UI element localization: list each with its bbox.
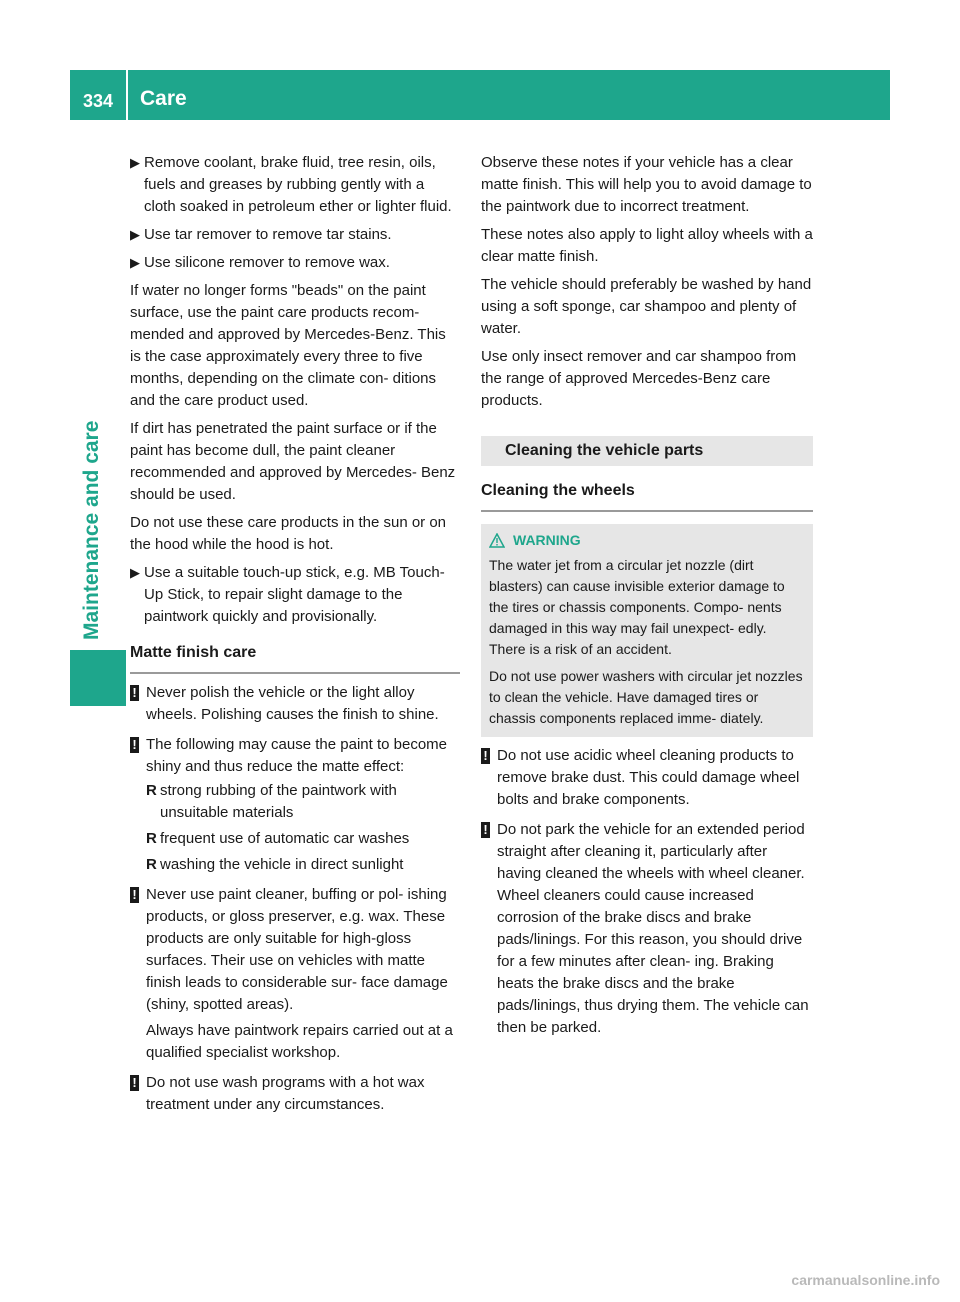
paragraph: If water no longer forms "beads" on the paint surface, use the paint care products recom- mended and approved by Mercedes-Benz. This is the case approximately every three to five months, depending on the climate con- ditions and the care product used. (130, 282, 446, 409)
exclamation-icon: ! (481, 822, 490, 838)
arrow-icon: ▶ (130, 255, 140, 270)
arrow-icon: ▶ (130, 565, 140, 580)
list-item: R strong rubbing of the paintwork with unsuitable materials (146, 782, 397, 821)
note: ! Do not use acidic wheel cleaning products to remove brake dust. This could damage wheel bolts and brake components. (481, 745, 813, 811)
instruction: ▶ Use a suitable touch-up stick, e.g. MB Touch-Up Stick, to repair slight damage to the paintwork quickly and provisionally. (130, 564, 445, 625)
exclamation-icon: ! (130, 887, 139, 903)
exclamation-icon: ! (130, 1075, 139, 1091)
note: ! Never use paint cleaner, buffing or pol- ishing products, or gloss preserver, e.g. wax. These products are only suitable for high-gloss surfaces. Their use on vehicles with matte finish leads to considerable sur- face damage (shiny, spotted areas). Always have paintwork repairs carried out at a qualified specialist workshop. (130, 884, 460, 1064)
bullet-icon: R (146, 830, 157, 847)
note: ! Never polish the vehicle or the light alloy wheels. Polishing causes the finish to shine. (130, 682, 460, 726)
watermark: carmanualsonline.info (791, 1272, 940, 1288)
chapter-label: Maintenance and care (80, 420, 103, 640)
heading-cleaning-wheels: Cleaning the wheels (481, 480, 813, 512)
section-heading-vehicle-parts: Cleaning the vehicle parts (481, 436, 813, 466)
note: ! Do not use wash programs with a hot wax treatment under any circumstances. (130, 1072, 460, 1116)
paragraph: Always have paintwork repairs carried out at a qualified specialist workshop. (146, 1022, 453, 1061)
warning-text: Do not use power washers with circular jet nozzles to clean the vehicle. Have damaged tires or chassis components replaced imme- diately. (489, 668, 803, 726)
instruction: ▶ Remove coolant, brake fluid, tree resin, oils, fuels and greases by rubbing gently with a cloth soaked in petroleum ether or lighter fluid. (130, 154, 452, 215)
note: ! The following may cause the paint to become shiny and thus reduce the matte effect: R strong rubbing of the paintwork with unsuitable materials R frequent use of automatic car washes R washing the vehicle in direct sunlight (130, 734, 460, 876)
header-divider (126, 70, 128, 120)
warning-box (481, 524, 813, 737)
bullet-icon: R (146, 782, 157, 799)
exclamation-icon: ! (130, 737, 139, 753)
arrow-icon: ▶ (130, 227, 140, 242)
paragraph: Observe these notes if your vehicle has a clear matte finish. This will help you to avoid damage to the paintwork due to incorrect treatment. (481, 154, 812, 215)
paragraph: The vehicle should preferably be washed by hand using a soft sponge, car shampoo and plenty of water. (481, 276, 812, 337)
warning-title: WARNING (489, 530, 803, 551)
page-number: 334 (82, 91, 114, 111)
instruction: ▶ Use silicone remover to remove wax. (130, 252, 460, 274)
warning-triangle-icon (489, 533, 505, 548)
list-item: R washing the vehicle in direct sunlight (146, 854, 460, 876)
chapter-marker (70, 650, 126, 706)
paragraph: Use only insect remover and car shampoo from the range of approved Mercedes-Benz care products. (481, 348, 797, 409)
exclamation-icon: ! (481, 748, 490, 764)
instruction: ▶ Use tar remover to remove tar stains. (130, 224, 460, 246)
arrow-icon: ▶ (130, 155, 140, 170)
paragraph: Do not use these care products in the sun or on the hood while the hood is hot. (130, 514, 447, 553)
right-column (481, 152, 813, 1047)
paragraph: If dirt has penetrated the paint surface or if the paint has become dull, the paint cleaner recommended and approved by Mercedes- Benz should be used. (130, 420, 456, 503)
bullet-icon: R (146, 856, 157, 873)
list-item: R frequent use of automatic car washes (146, 828, 460, 850)
warning-text: The water jet from a circular jet nozzle (dirt blasters) can cause invisible exterior damage to the tires or chassis components. Compo- nents damaged in this way may fail unexpect- edly. There is a risk of an accident. (489, 557, 785, 657)
section-title: Care (140, 87, 187, 110)
left-column (130, 152, 460, 1124)
heading-matte-finish: Matte finish care (130, 642, 460, 674)
paragraph: These notes also apply to light alloy wheels with a clear matte finish. (481, 226, 813, 265)
exclamation-icon: ! (130, 685, 139, 701)
note: ! Do not park the vehicle for an extended period straight after cleaning it, particularly after having cleaned the wheels with wheel cleaner. Wheel cleaners could cause increased corrosion of the brake discs and brake pads/linings. For this reason, you should drive for a few minutes after clean- ing. Braking heats the brake discs and the brake pads/linings, thus drying them. The vehicle can then be parked. (481, 819, 813, 1039)
header-band (70, 70, 890, 120)
